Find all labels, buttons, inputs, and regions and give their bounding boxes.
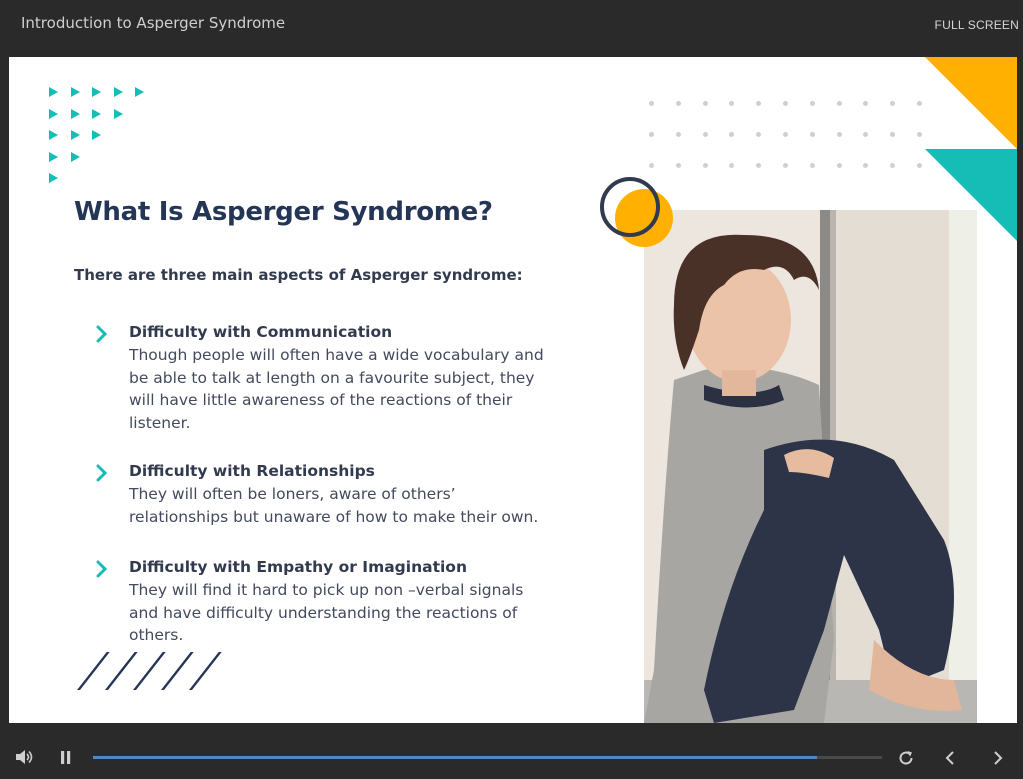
triangle-decoration [71, 152, 80, 162]
triangle-decoration [71, 109, 80, 119]
course-title: Introduction to Asperger Syndrome [21, 14, 286, 32]
dot-decoration [649, 101, 654, 106]
dot-decoration [703, 132, 708, 137]
navy-ring-decoration [600, 177, 660, 237]
triangle-decoration [92, 87, 101, 97]
dot-decoration [756, 132, 761, 137]
volume-icon[interactable] [14, 748, 34, 766]
slide-title: What Is Asperger Syndrome? [74, 197, 493, 227]
fullscreen-button[interactable]: FULL SCREEN [934, 18, 1019, 32]
next-icon[interactable] [992, 750, 1004, 766]
slash-decoration [189, 652, 222, 690]
bullet-body: They will often be loners, aware of others’ relationships but unaware of how to make their own. [129, 485, 539, 526]
triangle-decoration [49, 109, 58, 119]
dot-decoration [729, 163, 734, 168]
triangle-decoration [49, 87, 58, 97]
bullet-heading: Difficulty with Communication [129, 323, 393, 341]
dot-decoration [649, 163, 654, 168]
dot-decoration [890, 163, 895, 168]
dot-decoration [837, 101, 842, 106]
dot-decoration [810, 101, 815, 106]
triangle-decoration [114, 87, 123, 97]
dot-decoration [917, 101, 922, 106]
triangle-decoration [114, 109, 123, 119]
dot-decoration [729, 132, 734, 137]
chevron-right-icon [95, 560, 109, 578]
boy-sitting-by-window-photo [644, 210, 977, 723]
progress-fill [93, 756, 817, 759]
dot-decoration [810, 132, 815, 137]
slash-decoration [105, 652, 138, 690]
dot-decoration [783, 132, 788, 137]
slash-decoration [77, 652, 110, 690]
dot-decoration [676, 101, 681, 106]
bullet-body: Though people will often have a wide vocabulary and be able to talk at length on a favourite subject, they will have little awareness of the reactions of their listener. [129, 346, 544, 432]
dot-decoration [703, 101, 708, 106]
chevron-right-icon [95, 464, 109, 482]
photo-illustration [644, 210, 977, 723]
dot-decoration [756, 163, 761, 168]
top-bar [0, 0, 1023, 57]
triangle-decoration [71, 87, 80, 97]
dot-decoration [837, 163, 842, 168]
dot-decoration [863, 101, 868, 106]
previous-icon[interactable] [944, 750, 956, 766]
slide [9, 57, 1017, 723]
corner-yellow-triangle [925, 57, 1017, 149]
dot-decoration [783, 163, 788, 168]
progress-bar[interactable] [93, 756, 882, 759]
dot-decoration [676, 132, 681, 137]
dot-decoration [917, 163, 922, 168]
slash-decoration [161, 652, 194, 690]
slide-intro: There are three main aspects of Asperger syndrome: [74, 266, 523, 284]
dot-decoration [703, 163, 708, 168]
triangle-decoration [92, 130, 101, 140]
triangle-decoration [49, 173, 58, 183]
dot-decoration [676, 163, 681, 168]
dot-decoration [890, 101, 895, 106]
dot-decoration [729, 101, 734, 106]
bullet-body: They will find it hard to pick up non –verbal signals and have difficulty understanding the reactions of others. [129, 581, 524, 644]
dot-decoration [810, 163, 815, 168]
bullet-heading: Difficulty with Empathy or Imagination [129, 558, 467, 576]
replay-icon[interactable] [897, 749, 915, 767]
pause-icon[interactable] [60, 750, 72, 765]
dot-decoration [649, 132, 654, 137]
dot-decoration [863, 163, 868, 168]
dot-decoration [863, 132, 868, 137]
triangle-decoration [92, 109, 101, 119]
triangle-decoration [49, 152, 58, 162]
dot-decoration [917, 132, 922, 137]
triangle-decoration [135, 87, 144, 97]
dot-decoration [783, 101, 788, 106]
player-controls [0, 723, 1023, 779]
bullet-heading: Difficulty with Relationships [129, 462, 375, 480]
triangle-decoration [49, 130, 58, 140]
slash-decoration [133, 652, 166, 690]
dot-decoration [756, 101, 761, 106]
triangle-decoration [71, 130, 80, 140]
dot-decoration [890, 132, 895, 137]
dot-decoration [837, 132, 842, 137]
chevron-right-icon [95, 325, 109, 343]
